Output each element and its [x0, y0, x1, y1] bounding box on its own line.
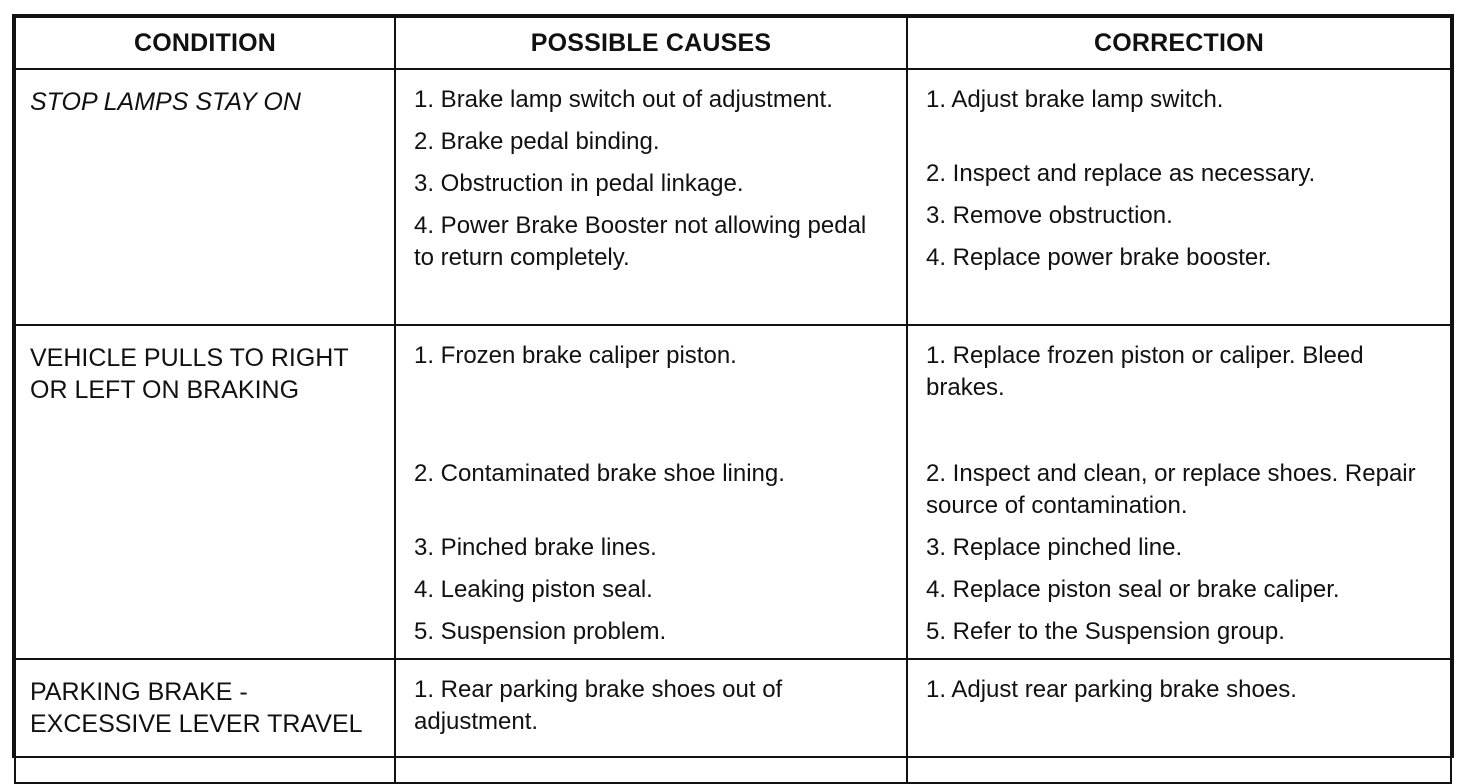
condition-cell: STOP LAMPS STAY ON — [15, 69, 395, 325]
correction-item: 3. Remove obstruction. — [926, 202, 1173, 229]
cause-item: 2. Contaminated brake shoe lining. — [414, 460, 785, 487]
brake-diagnosis-table — [14, 16, 1452, 784]
cause-item: 1. Frozen brake caliper piston. — [414, 342, 737, 369]
corrections-cell — [907, 325, 1451, 659]
condition-cell: PARKING BRAKE - EXCESSIVE LEVER TRAVEL — [15, 659, 395, 783]
causes-cell — [395, 69, 907, 325]
correction-item: 4. Replace piston seal or brake caliper. — [926, 576, 1340, 603]
header-correction: CORRECTION — [907, 17, 1451, 69]
table-row — [15, 69, 1451, 325]
corrections-cell — [907, 659, 1451, 783]
cause-item: 3. Pinched brake lines. — [414, 534, 657, 561]
correction-item: 5. Refer to the Suspension group. — [926, 618, 1285, 645]
cause-item: 1. Brake lamp switch out of adjustment. — [414, 86, 833, 113]
cause-item: 4. Leaking piston seal. — [414, 576, 653, 603]
cause-item: 4. Power Brake Booster not allowing pedal to return completely. — [414, 212, 867, 271]
correction-item: 1. Adjust rear parking brake shoes. — [926, 676, 1297, 703]
cause-item: 1. Rear parking brake shoes out of adjustment. — [414, 676, 783, 735]
diagnosis-table-frame — [12, 14, 1454, 758]
correction-item: 2. Inspect and replace as necessary. — [926, 160, 1316, 187]
table-row — [15, 659, 1451, 783]
correction-item: 2. Inspect and clean, or replace shoes. Repair source of contamination. — [926, 460, 1416, 519]
cause-item: 3. Obstruction in pedal linkage. — [414, 170, 744, 197]
header-condition: CONDITION — [15, 17, 395, 69]
correction-item: 1. Adjust brake lamp switch. — [926, 86, 1224, 113]
cause-item: 5. Suspension problem. — [414, 618, 667, 645]
table-row — [15, 325, 1451, 659]
correction-item: 3. Replace pinched line. — [926, 534, 1183, 561]
condition-cell: VEHICLE PULLS TO RIGHT OR LEFT ON BRAKING — [15, 325, 395, 659]
correction-item: 4. Replace power brake booster. — [926, 244, 1272, 271]
cause-item: 2. Brake pedal binding. — [414, 128, 660, 155]
corrections-cell — [907, 69, 1451, 325]
correction-item: 1. Replace frozen piston or caliper. Bleed brakes. — [926, 342, 1364, 401]
causes-cell — [395, 325, 907, 659]
header-row — [15, 17, 1451, 69]
causes-cell — [395, 659, 907, 783]
header-possible-causes: POSSIBLE CAUSES — [395, 17, 907, 69]
